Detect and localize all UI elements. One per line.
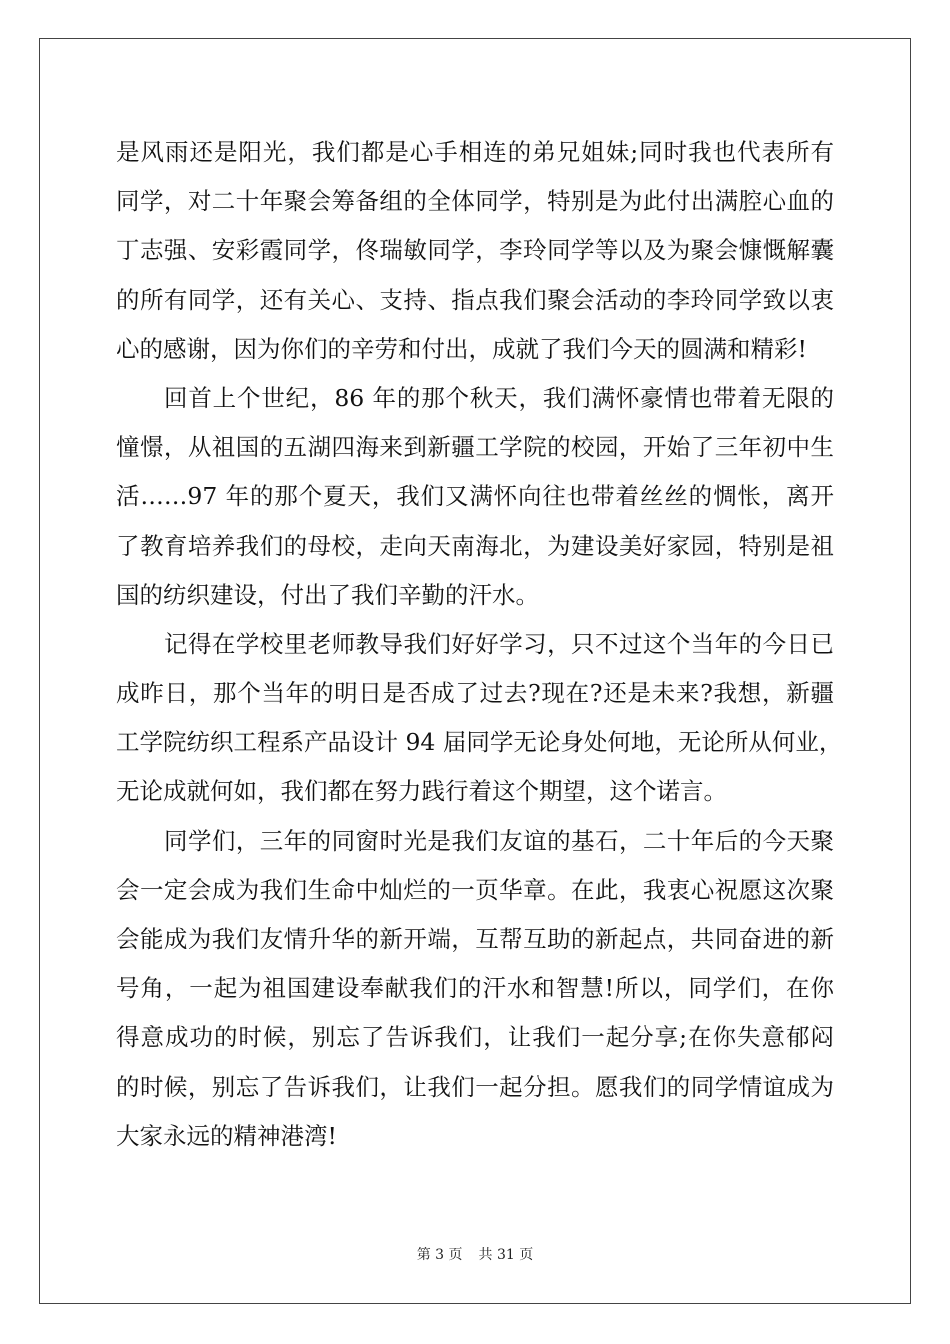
text-line: 回首上个世纪，86 年的那个秋天，我们满怀豪情也带着无限的	[164, 383, 834, 412]
text-line: 得意成功的时候，别忘了告诉我们，让我们一起分享;在你失意郁闷	[116, 1023, 834, 1052]
text-line: 是风雨还是阳光，我们都是心手相连的弟兄姐妹;同时我也代表所有	[116, 138, 834, 166]
text-line: 了教育培养我们的母校，走向天南海北，为建设美好家园，特别是祖	[116, 531, 834, 560]
page-footer	[0, 1244, 950, 1264]
paragraph-2	[116, 374, 834, 620]
text-line: 同学，对二十年聚会筹备组的全体同学，特别是为此付出满腔心血的	[116, 187, 834, 216]
document-body	[116, 128, 843, 1161]
text-line: 工学院纺织工程系产品设计 94 届同学无论身处何地，无论所从何业，	[116, 728, 843, 757]
text-line: 会能成为我们友情升华的新开端，互帮互助的新起点，共同奋进的新	[116, 925, 834, 953]
paragraph-1	[116, 128, 834, 374]
text-line: 国的纺织建设，付出了我们辛勤的汗水。	[116, 580, 539, 609]
text-line: 活……97 年的那个夏天，我们又满怀向往也带着丝丝的惆怅，离开	[116, 482, 834, 511]
text-line: 同学们，三年的同窗时光是我们友谊的基石，二十年后的今天聚	[164, 826, 834, 855]
text-line: 心的感谢，因为你们的辛劳和付出，成就了我们今天的圆满和精彩!	[116, 334, 807, 363]
page-number-current: 第 3 页	[416, 1247, 463, 1263]
text-line: 成昨日，那个当年的明日是否成了过去?现在?还是未来?我想，新疆	[116, 679, 834, 708]
text-line: 憧憬，从祖国的五湖四海来到新疆工学院的校园，开始了三年初中生	[116, 433, 834, 462]
text-line: 的时候，别忘了告诉我们，让我们一起分担。愿我们的同学情谊成为	[116, 1072, 834, 1101]
page-number-total: 共 31 页	[478, 1247, 534, 1263]
paragraph-3	[116, 620, 843, 817]
text-line: 会一定会成为我们生命中灿烂的一页华章。在此，我衷心祝愿这次聚	[116, 875, 834, 904]
text-line: 的所有同学，还有关心、支持、指点我们聚会活动的李玲同学致以衷	[116, 285, 834, 314]
text-line: 大家永远的精神港湾!	[116, 1121, 337, 1150]
paragraph-4	[116, 817, 834, 1161]
text-line: 记得在学校里老师教导我们好好学习，只不过这个当年的今日已	[164, 629, 834, 658]
text-line: 无论成就何如，我们都在努力践行着这个期望，这个诺言。	[116, 777, 727, 806]
text-line: 号角，一起为祖国建设奉献我们的汗水和智慧!所以，同学们，在你	[116, 974, 834, 1003]
text-line: 丁志强、安彩霞同学，佟瑞敏同学，李玲同学等以及为聚会慷慨解囊	[116, 236, 834, 265]
